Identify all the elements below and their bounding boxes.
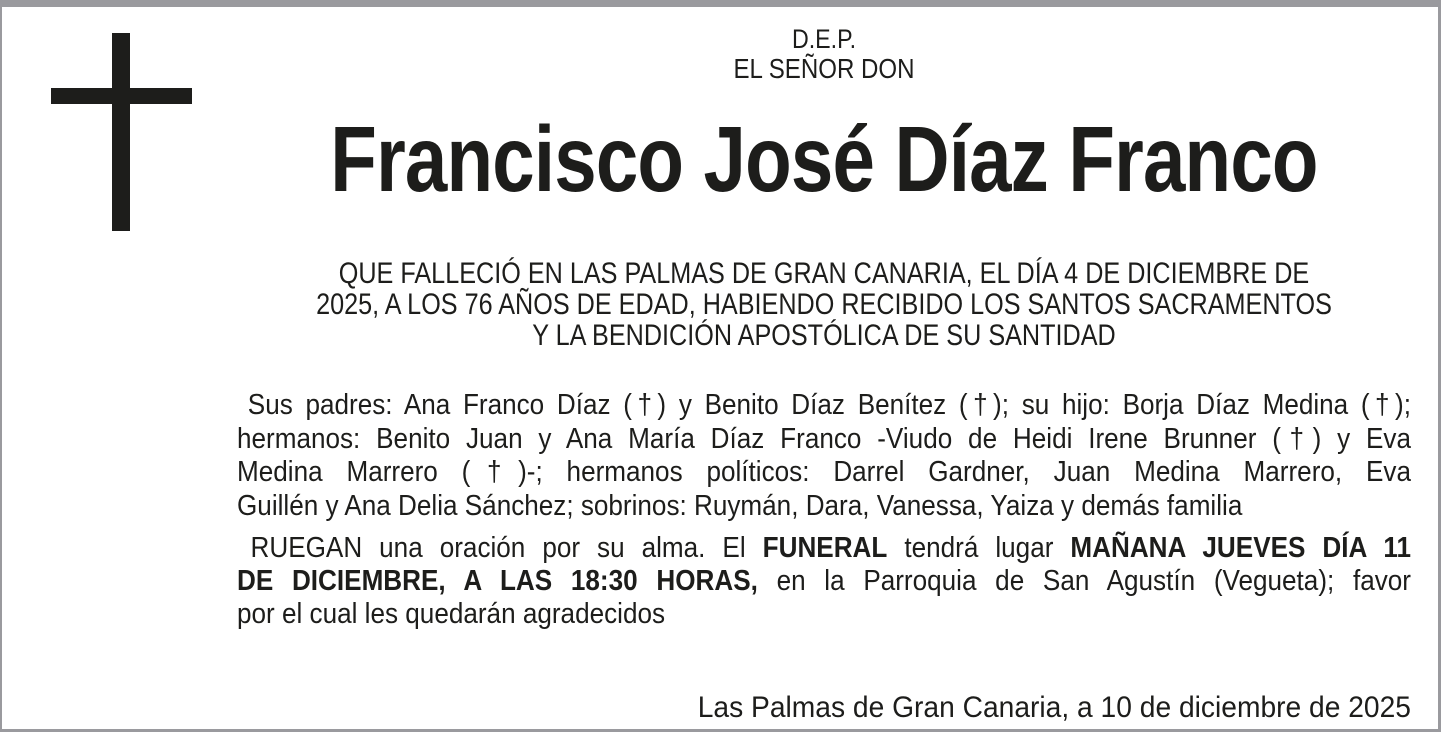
honorific-line: EL SEÑOR DON <box>733 53 915 84</box>
notice-content <box>237 7 1411 723</box>
text-line: Guillén y Ana Delia Sánchez; sobrinos: Ruymán, Dara, Vanessa, Yaiza y demás familia <box>237 489 1243 522</box>
text-line: RUEGAN una oración por su alma. El FUNERAL tendrá lugar MAÑANA JUEVES DÍA 11 <box>250 532 1411 564</box>
cross-vertical-bar <box>112 33 130 231</box>
place-date-line: Las Palmas de Gran Canaria, a 10 de diciembre de 2025 <box>697 691 1411 724</box>
death-details-paragraph <box>237 258 1411 351</box>
text-line: Medina Marrero (†)-; hermanos políticos: Darrel Gardner, Juan Medina Marrero, Eva <box>237 456 1411 488</box>
text-line: 2025, A LOS 76 AÑOS DE EDAD, HABIENDO RECIBIDO LOS SANTOS SACRAMENTOS <box>316 288 1332 321</box>
text-line: QUE FALLECIÓ EN LAS PALMAS DE GRAN CANARIA, EL DÍA 4 DE DICIEMBRE DE <box>338 257 1310 290</box>
text-line: DE DICIEMBRE, A LAS 18:30 HORAS, en la Parroquia de San Agustín (Vegueta); favor <box>237 565 1411 597</box>
funeral-request-paragraph <box>237 532 1411 631</box>
text-line: hermanos: Benito Juan y Ana María Díaz Franco -Viudo de Heidi Irene Brunner (†) y Eva <box>237 422 1411 455</box>
text-line: Y LA BENDICIÓN APOSTÓLICA DE SU SANTIDAD <box>532 319 1116 352</box>
latin-cross-icon <box>2 7 237 247</box>
text-line: Sus padres: Ana Franco Díaz (†) y Benito Díaz Benítez (†); su hijo: Borja Díaz Medina (†); <box>247 389 1411 421</box>
text-line: por el cual les quedarán agradecidos <box>237 598 666 630</box>
cross-horizontal-bar <box>51 88 192 104</box>
family-paragraph <box>237 389 1411 523</box>
deceased-name: Francisco José Díaz Franco <box>330 107 1318 211</box>
dep-abbreviation: D.E.P. <box>791 24 857 54</box>
